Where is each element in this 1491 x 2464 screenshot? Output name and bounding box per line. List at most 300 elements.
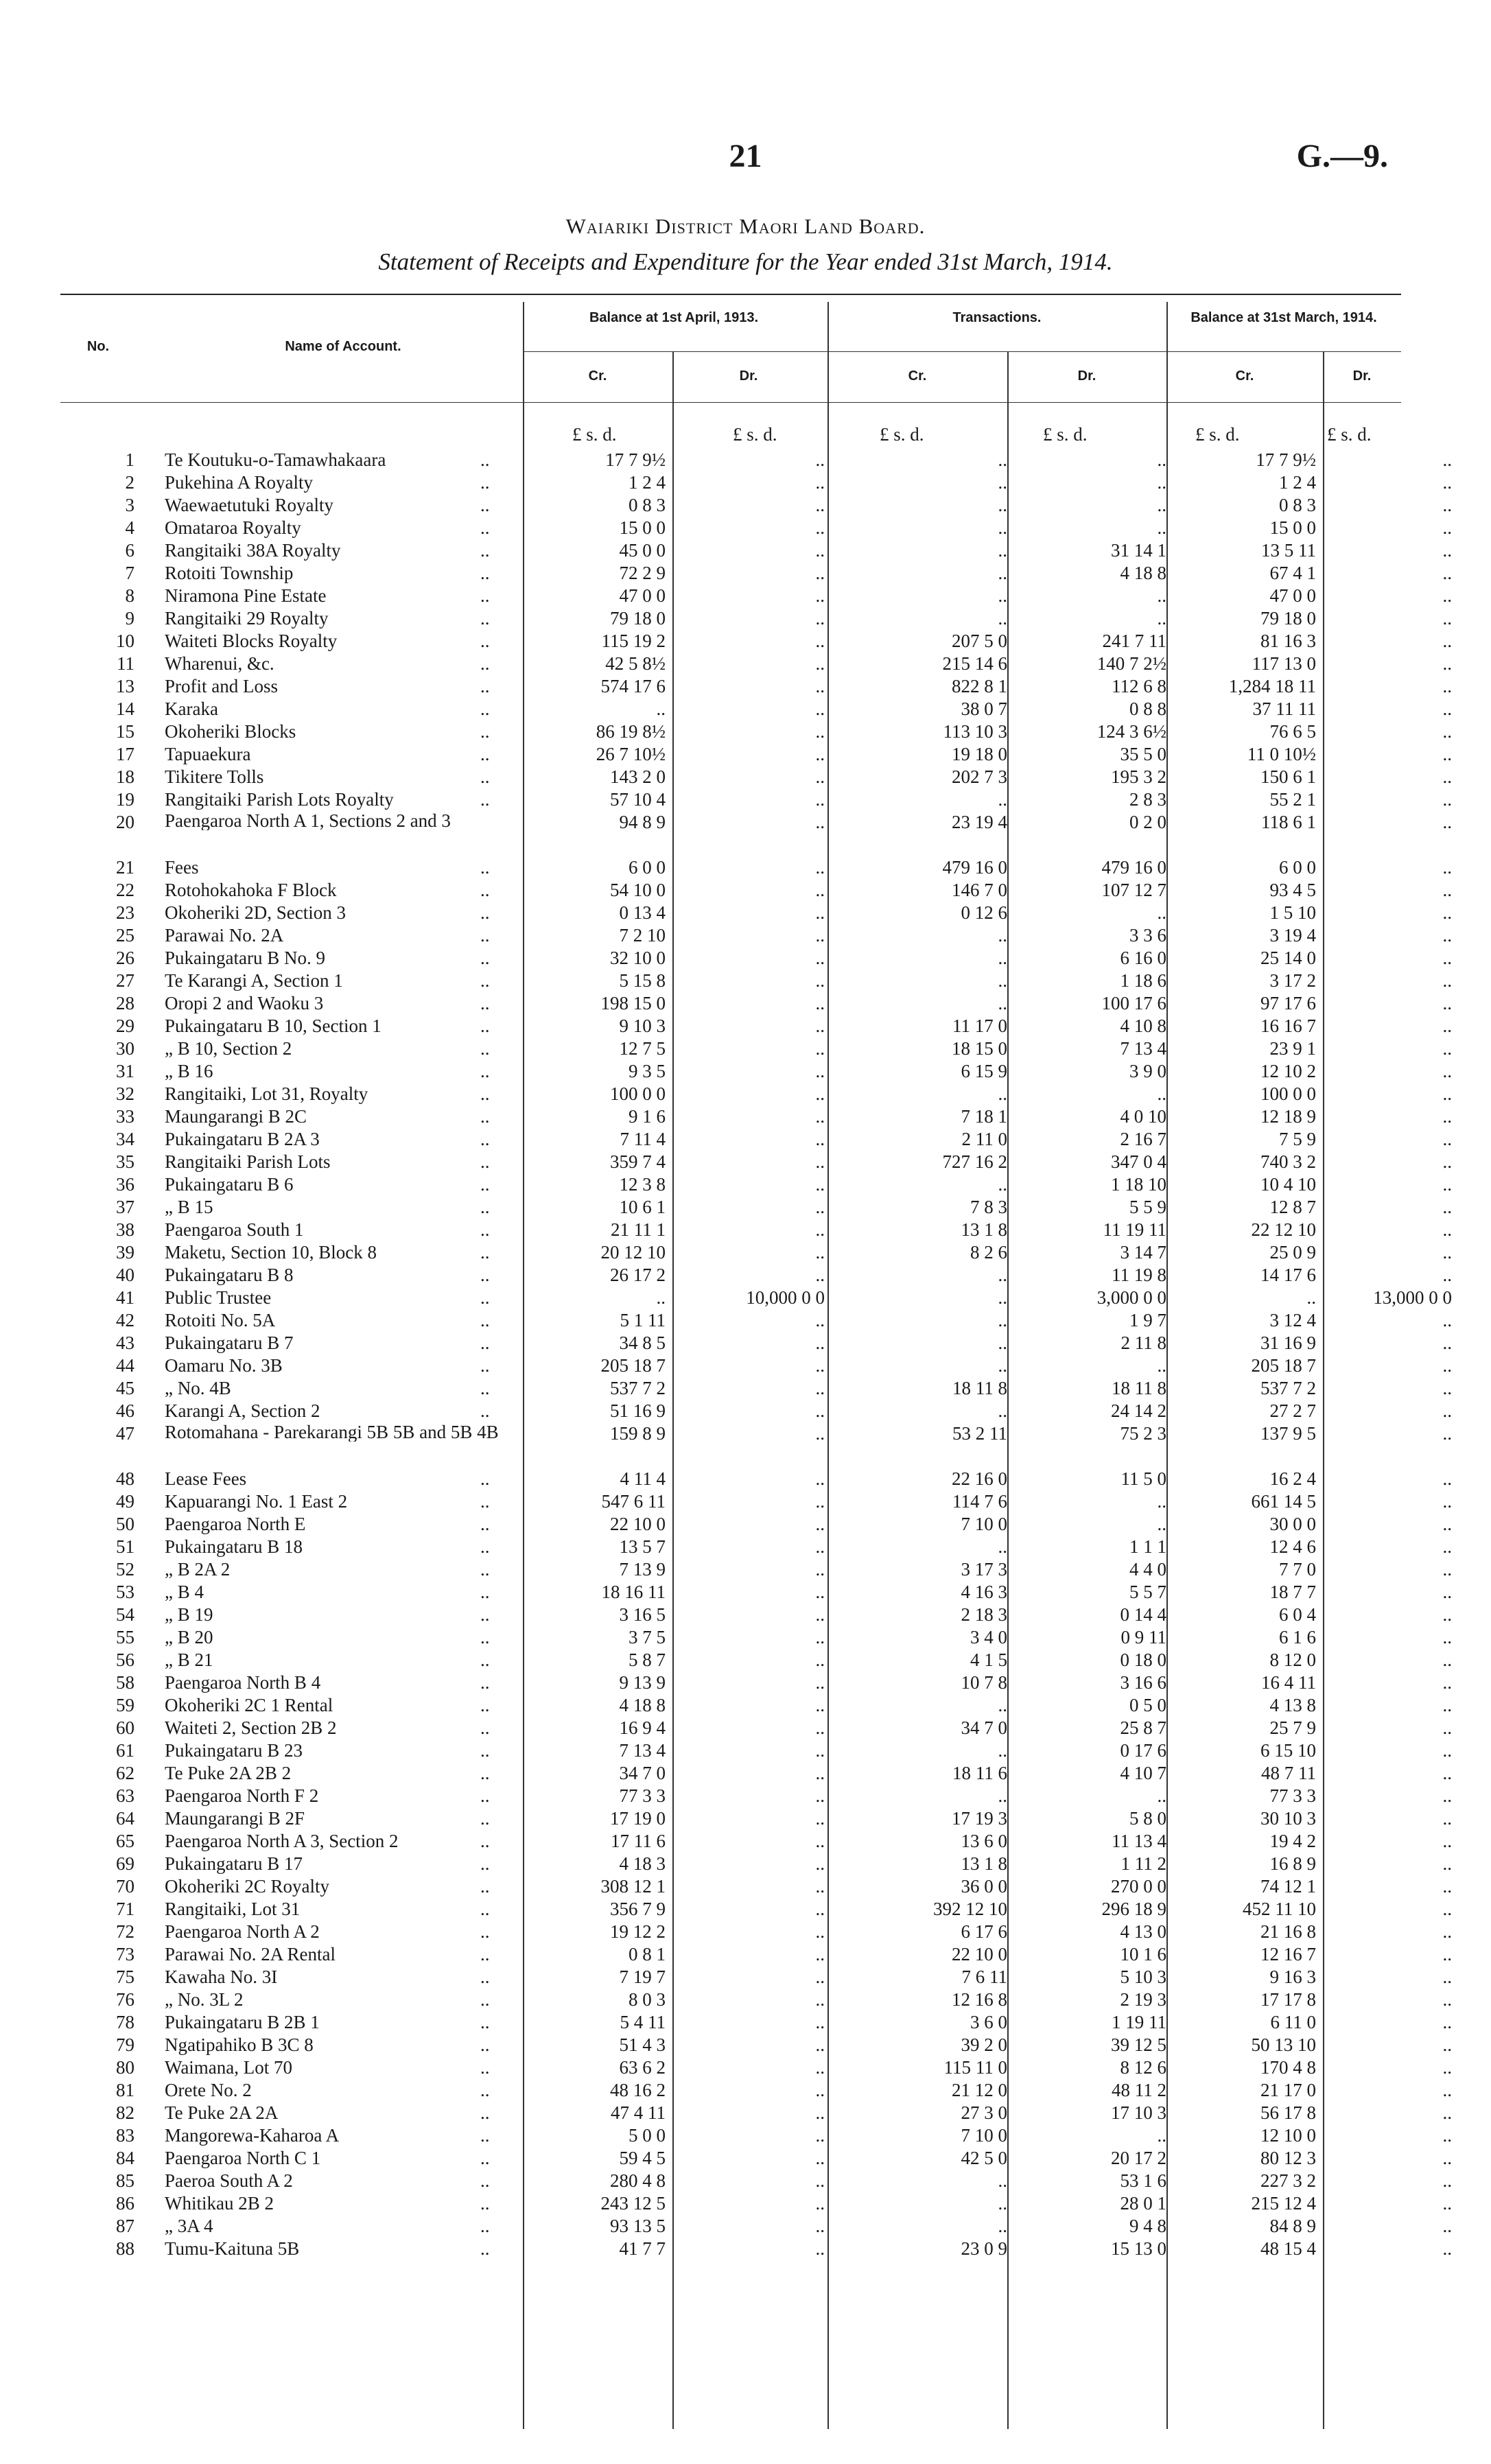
transactions-dr: 35 5 0 bbox=[1120, 744, 1166, 764]
transactions-dr: 24 14 2 bbox=[1111, 1400, 1166, 1421]
transactions-dr: 1 1 1 bbox=[1129, 1536, 1166, 1557]
transactions-cr: 12 16 8 bbox=[952, 1989, 1007, 2010]
balance-1914-dr: .. bbox=[1442, 721, 1452, 742]
balance-1914-dr: .. bbox=[1442, 1378, 1452, 1398]
balance-1913-cr: 143 2 0 bbox=[610, 766, 666, 787]
balance-1914-cr: 17 17 8 bbox=[1260, 1989, 1316, 2010]
balance-1914-cr: 452 11 10 bbox=[1243, 1899, 1316, 1919]
transactions-cr: 13 1 8 bbox=[961, 1219, 1007, 1240]
header-dr-transactions: Dr. bbox=[1077, 368, 1096, 384]
leader-dots: .. bbox=[480, 948, 490, 968]
balance-1914-cr: 137 9 5 bbox=[1260, 1423, 1316, 1444]
account-name: Lease Fees bbox=[165, 1468, 247, 1489]
transactions-dr: 3 3 6 bbox=[1129, 925, 1166, 946]
balance-1913-dr: .. bbox=[815, 699, 825, 719]
account-name: Te Puke 2A 2B 2 bbox=[165, 1763, 292, 1783]
balance-1914-dr: .. bbox=[1442, 495, 1452, 515]
balance-1914-cr: 15 0 0 bbox=[1269, 517, 1316, 538]
transactions-dr: 4 10 8 bbox=[1120, 1016, 1166, 1036]
balance-1914-dr: .. bbox=[1442, 1944, 1452, 1964]
leader-dots: .. bbox=[480, 880, 490, 900]
table-row bbox=[60, 1241, 1452, 1264]
transactions-cr: 0 12 6 bbox=[961, 902, 1007, 923]
leader-dots: .. bbox=[480, 1378, 490, 1398]
balance-1913-cr: 9 13 9 bbox=[619, 1672, 666, 1693]
account-name: Paengaroa North B 4 bbox=[165, 1672, 321, 1693]
row-number: 38 bbox=[116, 1219, 134, 1240]
balance-1914-cr: 3 17 2 bbox=[1269, 970, 1316, 991]
balance-1913-cr: 100 0 0 bbox=[610, 1083, 666, 1104]
transactions-dr: .. bbox=[1157, 902, 1166, 923]
transactions-cr: .. bbox=[998, 563, 1007, 583]
transactions-cr: 215 14 6 bbox=[942, 653, 1007, 674]
balance-1913-dr: .. bbox=[815, 1378, 825, 1398]
balance-1913-cr: 41 7 7 bbox=[619, 2238, 666, 2259]
header-cr-1914: Cr. bbox=[1235, 368, 1254, 384]
row-number: 37 bbox=[116, 1197, 134, 1217]
transactions-cr: .. bbox=[998, 517, 1007, 538]
leader-dots: .. bbox=[480, 472, 490, 493]
transactions-dr: 112 6 8 bbox=[1112, 676, 1166, 696]
balance-1914-dr: .. bbox=[1442, 925, 1452, 946]
row-number: 85 bbox=[116, 2170, 134, 2191]
table-row bbox=[60, 1943, 1452, 1966]
transactions-dr: 270 0 0 bbox=[1111, 1876, 1166, 1897]
leader-dots: .. bbox=[480, 1921, 490, 1942]
table-row bbox=[60, 1105, 1452, 1128]
table-row bbox=[60, 2079, 1452, 2102]
balance-1914-dr: .. bbox=[1442, 2170, 1452, 2191]
leader-dots: .. bbox=[480, 2012, 490, 2032]
leader-dots: .. bbox=[480, 925, 490, 946]
balance-1914-cr: 67 4 1 bbox=[1269, 563, 1316, 583]
account-name: Rangitaiki Parish Lots Royalty bbox=[165, 789, 394, 810]
transactions-dr: 11 5 0 bbox=[1120, 1468, 1166, 1489]
transactions-cr: .. bbox=[998, 1310, 1007, 1330]
table-row bbox=[60, 1490, 1452, 1513]
leader-dots: .. bbox=[480, 449, 490, 470]
leader-dots: .. bbox=[480, 1083, 490, 1104]
balance-1914-cr: 170 4 8 bbox=[1260, 2057, 1316, 2078]
account-name: Pukaingataru B 23 bbox=[165, 1740, 303, 1761]
balance-1913-dr: .. bbox=[815, 2012, 825, 2032]
balance-1914-dr: .. bbox=[1442, 1197, 1452, 1217]
row-number: 22 bbox=[116, 880, 134, 900]
balance-1913-dr: .. bbox=[815, 563, 825, 583]
balance-1913-dr: .. bbox=[815, 1129, 825, 1149]
balance-1913-dr: .. bbox=[815, 1672, 825, 1693]
balance-1913-dr: .. bbox=[815, 1582, 825, 1602]
balance-1914-dr: .. bbox=[1442, 2125, 1452, 2146]
balance-1913-cr: 15 0 0 bbox=[619, 517, 666, 538]
transactions-dr: 195 3 2 bbox=[1111, 766, 1166, 787]
account-name: Tumu-Kaituna 5B bbox=[165, 2238, 300, 2259]
balance-1914-cr: 21 17 0 bbox=[1260, 2080, 1316, 2100]
account-name: Rotomahana - Parekarangi 5B 5B and 5B 4B bbox=[165, 1422, 499, 1442]
transactions-dr: 5 5 7 bbox=[1129, 1582, 1166, 1602]
row-number: 31 bbox=[116, 1061, 134, 1081]
balance-1913-cr: 243 12 5 bbox=[600, 2193, 666, 2214]
balance-1914-dr: .. bbox=[1442, 699, 1452, 719]
transactions-dr: 5 10 3 bbox=[1120, 1967, 1166, 1987]
leader-dots: .. bbox=[480, 1265, 490, 1285]
transactions-cr: 27 3 0 bbox=[961, 2102, 1007, 2123]
row-number: 40 bbox=[116, 1265, 134, 1285]
balance-1913-cr: 54 10 0 bbox=[610, 880, 666, 900]
account-name: Waiteti Blocks Royalty bbox=[165, 631, 338, 651]
balance-1913-dr: .. bbox=[815, 1989, 825, 2010]
row-number: 60 bbox=[116, 1717, 134, 1738]
leader-dots: .. bbox=[480, 1876, 490, 1897]
balance-1914-dr: .. bbox=[1442, 585, 1452, 606]
balance-1914-cr: 30 10 3 bbox=[1260, 1808, 1316, 1829]
leader-dots: .. bbox=[480, 2102, 490, 2123]
transactions-cr: 822 8 1 bbox=[952, 676, 1007, 696]
balance-1913-dr: .. bbox=[815, 857, 825, 878]
balance-1913-cr: 13 5 7 bbox=[619, 1536, 666, 1557]
balance-1914-cr: 11 0 10½ bbox=[1247, 744, 1316, 764]
balance-1913-dr: .. bbox=[815, 902, 825, 923]
balance-1914-cr: 1,284 18 11 bbox=[1228, 676, 1316, 696]
row-number: 20 bbox=[116, 812, 134, 832]
balance-1913-dr: .. bbox=[815, 517, 825, 538]
balance-1914-dr: .. bbox=[1442, 2216, 1452, 2236]
balance-1913-cr: 79 18 0 bbox=[610, 608, 666, 629]
transactions-dr: 4 4 0 bbox=[1129, 1559, 1166, 1580]
balance-1913-cr: 34 8 5 bbox=[619, 1333, 666, 1353]
table-row bbox=[60, 1739, 1452, 1762]
table-row bbox=[60, 1966, 1452, 1988]
transactions-dr: 3 9 0 bbox=[1129, 1061, 1166, 1081]
table-row bbox=[60, 449, 1452, 471]
transactions-dr: 3,000 0 0 bbox=[1096, 1287, 1166, 1308]
transactions-dr: 20 17 2 bbox=[1111, 2148, 1166, 2168]
transactions-dr: .. bbox=[1157, 1355, 1166, 1376]
balance-1914-dr: .. bbox=[1442, 2148, 1452, 2168]
balance-1914-cr: 1 2 4 bbox=[1279, 472, 1316, 493]
table-row bbox=[60, 2124, 1452, 2147]
leader-dots: .. bbox=[480, 540, 490, 561]
transactions-cr: 39 2 0 bbox=[961, 2034, 1007, 2055]
transactions-cr: 23 0 9 bbox=[961, 2238, 1007, 2259]
leader-dots: .. bbox=[480, 1400, 490, 1421]
leader-dots: .. bbox=[480, 676, 490, 696]
account-name: Tikitere Tolls bbox=[165, 766, 264, 787]
table-row bbox=[60, 1671, 1452, 1694]
transactions-dr: .. bbox=[1157, 608, 1166, 629]
balance-1914-dr: .. bbox=[1442, 2238, 1452, 2259]
transactions-dr: 1 11 2 bbox=[1120, 1853, 1166, 1874]
balance-1914-dr: .. bbox=[1442, 1536, 1452, 1557]
unit-label-b2d: £ s. d. bbox=[1327, 424, 1372, 445]
balance-1914-cr: 13 5 11 bbox=[1261, 540, 1316, 561]
balance-1913-cr: 9 1 6 bbox=[629, 1106, 666, 1127]
balance-1913-cr: 86 19 8½ bbox=[596, 721, 666, 742]
balance-1913-cr: 57 10 4 bbox=[610, 789, 666, 810]
leader-dots: .. bbox=[480, 1627, 490, 1647]
table-row bbox=[60, 902, 1452, 924]
table-row bbox=[60, 2215, 1452, 2238]
transactions-cr: 34 7 0 bbox=[961, 1717, 1007, 1738]
account-name: Oamaru No. 3B bbox=[165, 1355, 283, 1376]
unit-label-td: £ s. d. bbox=[1043, 424, 1088, 445]
transactions-dr: 11 13 4 bbox=[1112, 1831, 1166, 1851]
transactions-dr: 4 18 8 bbox=[1120, 563, 1166, 583]
balance-1913-cr: 51 4 3 bbox=[619, 2034, 666, 2055]
balance-1914-dr: .. bbox=[1442, 789, 1452, 810]
leader-dots: .. bbox=[480, 1468, 490, 1489]
account-name: Rangitaiki 38A Royalty bbox=[165, 540, 341, 561]
row-number: 73 bbox=[116, 1944, 134, 1964]
balance-1914-cr: 215 12 4 bbox=[1251, 2193, 1316, 2214]
row-number: 44 bbox=[116, 1355, 134, 1376]
balance-1913-cr: 5 4 11 bbox=[620, 2012, 666, 2032]
row-number: 70 bbox=[116, 1876, 134, 1897]
table-row bbox=[60, 1422, 1452, 1468]
leader-dots: .. bbox=[480, 1016, 490, 1036]
transactions-dr: 0 8 8 bbox=[1129, 699, 1166, 719]
row-number: 76 bbox=[116, 1989, 134, 2010]
leader-dots: .. bbox=[480, 1355, 490, 1376]
leader-dots: .. bbox=[480, 1831, 490, 1851]
balance-1914-cr: 30 0 0 bbox=[1269, 1514, 1316, 1534]
balance-1913-cr: 42 5 8½ bbox=[605, 653, 666, 674]
balance-1913-cr: 10 6 1 bbox=[619, 1197, 666, 1217]
row-number: 69 bbox=[116, 1853, 134, 1874]
account-name: Paeroa South A 2 bbox=[165, 2170, 293, 2191]
balance-1913-dr: .. bbox=[815, 1967, 825, 1987]
balance-1913-dr: .. bbox=[815, 1921, 825, 1942]
account-name: Paengaroa North F 2 bbox=[165, 1785, 319, 1806]
transactions-dr: 6 16 0 bbox=[1120, 948, 1166, 968]
balance-1914-dr: .. bbox=[1442, 472, 1452, 493]
balance-1913-cr: 17 7 9½ bbox=[605, 449, 666, 470]
balance-1914-dr: .. bbox=[1442, 1219, 1452, 1240]
transactions-cr: .. bbox=[998, 925, 1007, 946]
row-number: 42 bbox=[116, 1310, 134, 1330]
balance-1913-dr: .. bbox=[815, 2216, 825, 2236]
row-number: 61 bbox=[116, 1740, 134, 1761]
balance-1913-dr: .. bbox=[815, 970, 825, 991]
transactions-dr: 0 18 0 bbox=[1120, 1650, 1166, 1670]
balance-1914-dr: .. bbox=[1442, 948, 1452, 968]
balance-1914-cr: 48 15 4 bbox=[1260, 2238, 1316, 2259]
balance-1913-cr: 280 4 8 bbox=[610, 2170, 666, 2191]
row-number: 4 bbox=[125, 517, 134, 538]
row-number: 59 bbox=[116, 1695, 134, 1715]
account-name: Kapuarangi No. 1 East 2 bbox=[165, 1491, 348, 1512]
balance-1913-cr: 7 11 4 bbox=[620, 1129, 666, 1149]
balance-1913-dr: .. bbox=[815, 1831, 825, 1851]
balance-1913-cr: 47 0 0 bbox=[619, 585, 666, 606]
balance-1914-dr: .. bbox=[1442, 2193, 1452, 2214]
account-name: Public Trustee bbox=[165, 1287, 272, 1308]
transactions-dr: 2 11 8 bbox=[1120, 1333, 1166, 1353]
row-number: 52 bbox=[116, 1559, 134, 1580]
account-name: Okoheriki 2C 1 Rental bbox=[165, 1695, 333, 1715]
row-number: 54 bbox=[116, 1604, 134, 1625]
leader-dots: .. bbox=[480, 2034, 490, 2055]
transactions-dr: 0 2 0 bbox=[1129, 812, 1166, 832]
table-row bbox=[60, 2102, 1452, 2124]
row-number: 7 bbox=[125, 563, 134, 583]
row-number: 87 bbox=[116, 2216, 134, 2236]
row-number: 51 bbox=[116, 1536, 134, 1557]
transactions-dr: 1 18 6 bbox=[1120, 970, 1166, 991]
transactions-dr: 241 7 11 bbox=[1102, 631, 1166, 651]
transactions-dr: 347 0 4 bbox=[1111, 1151, 1166, 1172]
header-transactions: Transactions. bbox=[952, 310, 1042, 325]
table-row bbox=[60, 720, 1452, 743]
balance-1913-dr: .. bbox=[815, 1219, 825, 1240]
row-number: 71 bbox=[116, 1899, 134, 1919]
balance-1913-cr: 205 18 7 bbox=[600, 1355, 666, 1376]
balance-1913-dr: .. bbox=[815, 472, 825, 493]
balance-1913-cr: 21 11 1 bbox=[611, 1219, 666, 1240]
table-row bbox=[60, 1717, 1452, 1739]
leader-dots: .. bbox=[480, 993, 490, 1013]
transactions-cr: 23 19 4 bbox=[952, 812, 1007, 832]
table-row bbox=[60, 2034, 1452, 2056]
balance-1913-dr: .. bbox=[815, 676, 825, 696]
table-row bbox=[60, 743, 1452, 766]
balance-1913-dr: .. bbox=[815, 653, 825, 674]
leader-dots: .. bbox=[480, 1672, 490, 1693]
transactions-dr: .. bbox=[1157, 585, 1166, 606]
row-number: 55 bbox=[116, 1627, 134, 1647]
leader-dots: .. bbox=[480, 2170, 490, 2191]
balance-1914-cr: 18 7 7 bbox=[1269, 1582, 1316, 1602]
transactions-dr: 11 19 11 bbox=[1103, 1219, 1166, 1240]
balance-1913-cr: 5 0 0 bbox=[629, 2125, 666, 2146]
account-name: „ B 15 bbox=[165, 1197, 213, 1217]
row-number: 48 bbox=[116, 1468, 134, 1489]
balance-1913-dr: .. bbox=[815, 2057, 825, 2078]
balance-1913-cr: 72 2 9 bbox=[619, 563, 666, 583]
balance-1914-cr: 6 0 0 bbox=[1279, 857, 1316, 878]
table-row bbox=[60, 1649, 1452, 1671]
transactions-cr: 146 7 0 bbox=[952, 880, 1007, 900]
transactions-cr: 53 2 11 bbox=[952, 1423, 1007, 1444]
balance-1914-dr: .. bbox=[1442, 2102, 1452, 2123]
balance-1914-cr: 661 14 5 bbox=[1251, 1491, 1316, 1512]
row-number: 43 bbox=[116, 1333, 134, 1353]
row-number: 58 bbox=[116, 1672, 134, 1693]
header-balance-1914: Balance at 31st March, 1914. bbox=[1190, 310, 1377, 325]
transactions-cr: 18 15 0 bbox=[952, 1038, 1007, 1059]
leader-dots: .. bbox=[480, 1785, 490, 1806]
document-subtitle: Statement of Receipts and Expenditure for the Year ended 31st March, 1914. bbox=[378, 248, 1113, 275]
account-name: Parawai No. 2A Rental bbox=[165, 1944, 336, 1964]
balance-1914-cr: 0 8 3 bbox=[1279, 495, 1316, 515]
table-row bbox=[60, 1309, 1452, 1332]
account-name: Maketu, Section 10, Block 8 bbox=[165, 1242, 377, 1263]
row-number: 81 bbox=[116, 2080, 134, 2100]
table-row bbox=[60, 1128, 1452, 1151]
transactions-cr: 207 5 0 bbox=[952, 631, 1007, 651]
transactions-cr: .. bbox=[998, 495, 1007, 515]
table-row bbox=[60, 766, 1452, 788]
balance-1914-cr: 50 13 10 bbox=[1251, 2034, 1316, 2055]
balance-1913-cr: 48 16 2 bbox=[610, 2080, 666, 2100]
leader-dots: .. bbox=[480, 1129, 490, 1149]
account-name: Waiteti 2, Section 2B 2 bbox=[165, 1717, 337, 1738]
balance-1913-cr: 547 6 11 bbox=[601, 1491, 666, 1512]
leader-dots: .. bbox=[480, 631, 490, 651]
balance-1913-cr: 537 7 2 bbox=[610, 1378, 666, 1398]
account-name: „ No. 3L 2 bbox=[165, 1989, 244, 2010]
balance-1913-cr: 47 4 11 bbox=[611, 2102, 666, 2123]
row-number: 15 bbox=[116, 721, 134, 742]
balance-1914-cr: 12 8 7 bbox=[1269, 1197, 1316, 1217]
balance-1913-dr: .. bbox=[815, 1310, 825, 1330]
transactions-cr: .. bbox=[998, 1536, 1007, 1557]
row-number: 13 bbox=[116, 676, 134, 696]
balance-1914-cr: 27 2 7 bbox=[1269, 1400, 1316, 1421]
transactions-dr: 28 0 1 bbox=[1120, 2193, 1166, 2214]
leader-dots: .. bbox=[480, 1536, 490, 1557]
balance-1914-cr: 12 18 9 bbox=[1260, 1106, 1316, 1127]
transactions-dr: .. bbox=[1157, 2125, 1166, 2146]
row-number: 27 bbox=[116, 970, 134, 991]
balance-1913-dr: .. bbox=[815, 449, 825, 470]
table-row bbox=[60, 1219, 1452, 1241]
transactions-cr: 10 7 8 bbox=[961, 1672, 1007, 1693]
row-number: 3 bbox=[125, 495, 134, 515]
account-name: Profit and Loss bbox=[165, 676, 278, 696]
balance-1914-cr: 150 6 1 bbox=[1260, 766, 1316, 787]
balance-1913-cr: 63 6 2 bbox=[619, 2057, 666, 2078]
table-row bbox=[60, 2192, 1452, 2215]
balance-1914-dr: .. bbox=[1442, 1491, 1452, 1512]
row-number: 56 bbox=[116, 1650, 134, 1670]
table-row bbox=[60, 2238, 1452, 2260]
row-number: 83 bbox=[116, 2125, 134, 2146]
account-name: „ B 20 bbox=[165, 1627, 213, 1647]
table-row bbox=[60, 471, 1452, 494]
transactions-cr: .. bbox=[998, 540, 1007, 561]
balance-1914-cr: 79 18 0 bbox=[1260, 608, 1316, 629]
balance-1913-dr: .. bbox=[815, 744, 825, 764]
account-name: Rotoiti Township bbox=[165, 563, 294, 583]
transactions-cr: 202 7 3 bbox=[952, 766, 1007, 787]
leader-dots: .. bbox=[480, 1989, 490, 2010]
table-row bbox=[60, 494, 1452, 517]
transactions-cr: .. bbox=[998, 2216, 1007, 2236]
table-row bbox=[60, 1015, 1452, 1037]
table-row bbox=[60, 630, 1452, 653]
account-name: Paengaroa North E bbox=[165, 1514, 306, 1534]
table-row bbox=[60, 992, 1452, 1015]
row-number: 88 bbox=[116, 2238, 134, 2259]
balance-1913-dr: .. bbox=[815, 1016, 825, 1036]
row-number: 6 bbox=[125, 540, 134, 561]
balance-1913-dr: .. bbox=[815, 2034, 825, 2055]
account-name: Waimana, Lot 70 bbox=[165, 2057, 293, 2078]
balance-1913-dr: .. bbox=[815, 1876, 825, 1897]
balance-1913-cr: 34 7 0 bbox=[619, 1763, 666, 1783]
account-name: Waewaetutuki Royalty bbox=[165, 495, 334, 515]
transactions-cr: .. bbox=[998, 1265, 1007, 1285]
transactions-cr: .. bbox=[998, 789, 1007, 810]
balance-1914-dr: .. bbox=[1442, 1899, 1452, 1919]
balance-1913-dr: .. bbox=[815, 1604, 825, 1625]
leader-dots: .. bbox=[480, 1559, 490, 1580]
balance-1914-dr: .. bbox=[1442, 1129, 1452, 1149]
balance-1914-dr: .. bbox=[1442, 2034, 1452, 2055]
transactions-dr: 107 12 7 bbox=[1101, 880, 1166, 900]
balance-1913-dr: .. bbox=[815, 1061, 825, 1081]
